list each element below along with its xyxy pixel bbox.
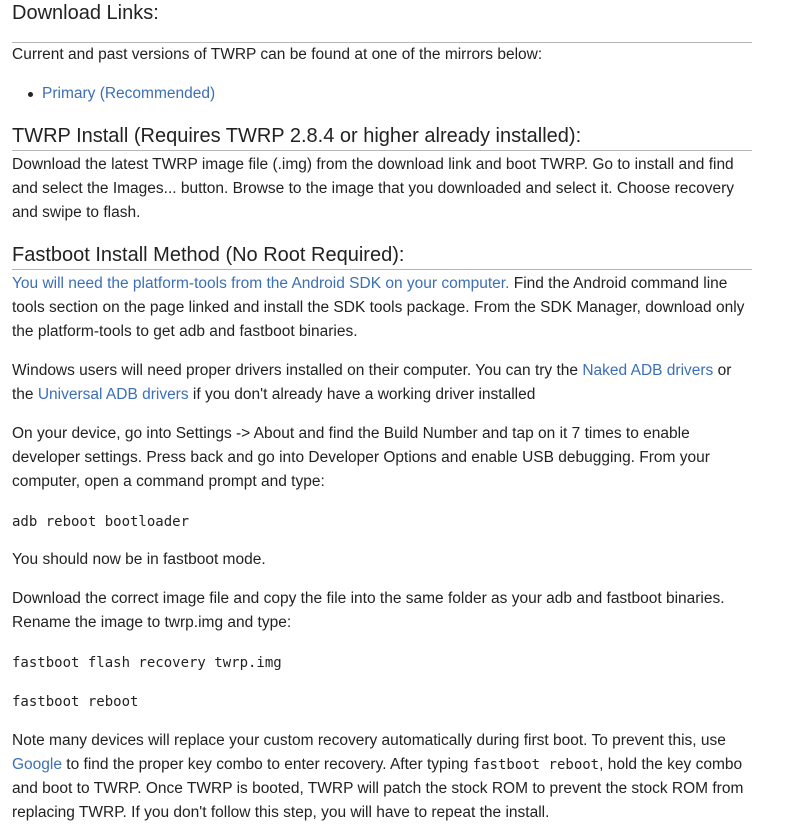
fastboot-flash-command: fastboot flash recovery twrp.img [12,655,282,671]
download-links-intro: Current and past versions of TWRP can be found at one of the mirrors below: [12,46,543,63]
fastboot-paragraph-1 [12,272,757,344]
fastboot-paragraph-3: On your device, go into Settings -> About and find the Build Number and tap on it 7 times to enable developer settings. Press back and go into Developer Options and enable USB debugging. From your computer, open a command prompt and type: [12,425,710,490]
paragraph-text: Note many devices will replace your custom recovery automatically during first boot. To prevent this, use [12,732,726,749]
primary-mirror-link[interactable]: Primary (Recommended) [42,85,216,102]
list-item [42,82,215,106]
twrp-install-heading: TWRP Install (Requires TWRP 2.8.4 or higher already installed): [12,124,752,151]
bullet-icon [28,92,33,97]
fastboot-paragraph-4: You should now be in fastboot mode. [12,551,266,568]
fastboot-paragraph-5: Download the correct image file and copy the file into the same folder as your adb and fastboot binaries. Rename the image to twrp.img and type: [12,590,725,631]
paragraph-text: Windows users will need proper drivers installed on their computer. You can try the [12,362,583,379]
google-link[interactable]: Google [12,756,62,773]
fastboot-install-heading: Fastboot Install Method (No Root Required): [12,243,752,270]
paragraph-text: to find the proper key combo to enter recovery. After typing [61,756,473,773]
adb-reboot-command: adb reboot bootloader [12,514,190,530]
download-links-heading: Download Links: [12,2,159,24]
fastboot-paragraph-6 [12,729,757,825]
fastboot-paragraph-2 [12,359,757,407]
paragraph-text: , hold the key combo and boot to TWRP. Once TWRP is booted, TWRP will patch the stock ROM to prevent the stock ROM from replacing TWRP. If you don't follow this step, you will have to repeat the install. [12,756,744,821]
paragraph-text: Find the Android command line tools section on the page linked and install the SDK tools package. From the SDK Manager, download only the platform-tools to get adb and fastboot binaries. [12,275,745,340]
twrp-install-body: Download the latest TWRP image file (.img) from the download link and boot TWRP. Go to install and find and select the Images... button. Browse to the image that you downloaded and select it. Choose recovery and swipe to flash. [12,156,735,221]
inline-code: fastboot reboot [472,757,600,773]
naked-adb-drivers-link[interactable]: Naked ADB drivers [582,362,714,379]
platform-tools-link[interactable]: You will need the platform-tools from the Android SDK on your computer. [12,275,510,292]
fastboot-reboot-command: fastboot reboot [12,694,139,710]
universal-adb-drivers-link[interactable]: Universal ADB drivers [37,386,189,403]
paragraph-text: or the [12,362,732,403]
paragraph-text: if you don't already have a working driver installed [188,386,536,403]
mirror-list [12,82,215,106]
